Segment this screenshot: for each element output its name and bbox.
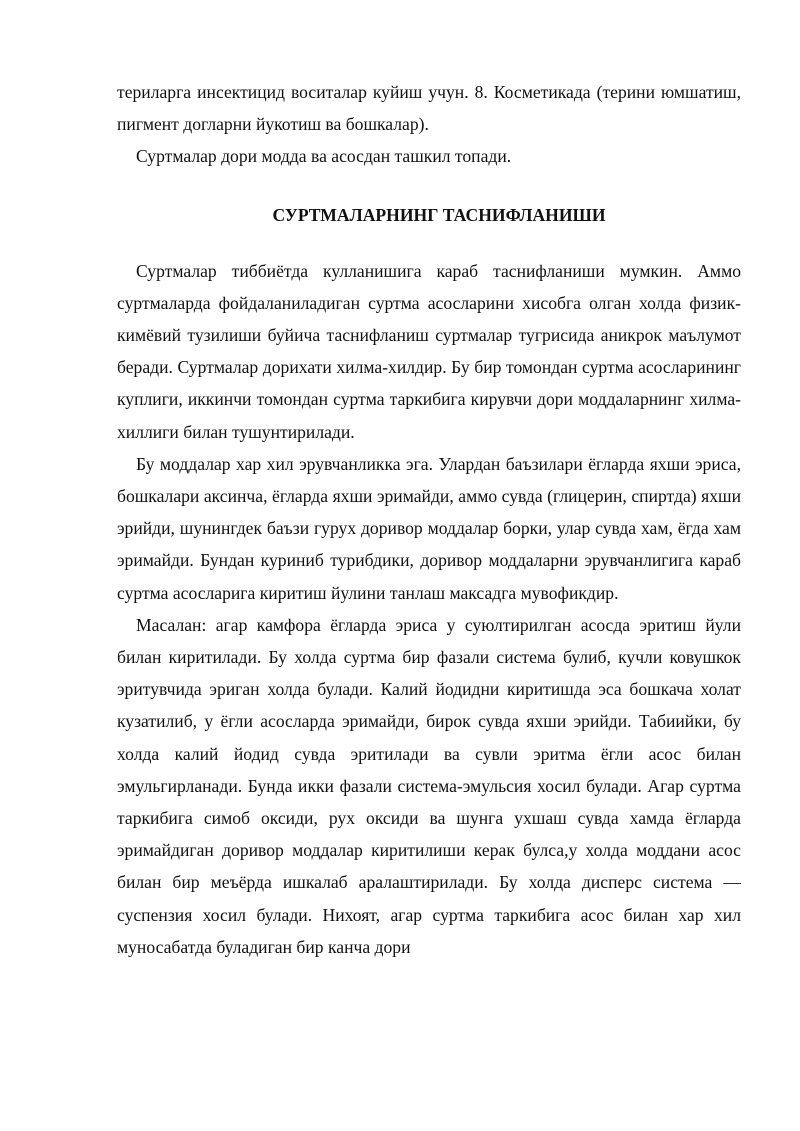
paragraph-intro-continuation: териларга инсектицид воситалар куйиш учун. 8. Косметикада (терини юмшатиш, пигмент догларни йукотиш ва бошкалар). [117,82,741,135]
section-heading: СУРТМАЛАРНИНГ ТАСНИФЛАНИШИ [272,204,606,225]
paragraph-solubility: Бу моддалар хар хил эрувчанликка эга. Улардан баъзилари ёгларда яхши эриса, бошкалари аксинча, ёгларда яхши эримайди, аммо сувда (глицерин, спиртда) яхши эрийди, шунингдек баъзи гурух доривор моддалар борки, улар сувда хам, ёгда хам эримайди. Бундан куриниб турибдики, доривор моддаларни эрувчанлигига караб суртма асосларига киритиш йулини танлаш максадга мувофикдир. [117,453,741,603]
paragraph-examples: Масалан: агар камфора ёгларда эриса у суюлтирилган асосда эритиш йули билан киритилади. Бу холда суртма бир фазали система булиб, кучли ковушкок эритувчида эриган холда булади. Калий йодидни киритишда эса бошкача холат кузатилиб, у ёгли асосларда эримайди, бирок сувда яхши эрийди. Табиийки, бу холда калий йодид сувда эритилади ва сувли эритма ёгли асос билан эмульгирланади. Бунда икки фазали система-эмульсия хосил булади. Агар суртма таркибига симоб оксиди, рух оксиди ва шунга ухшаш сувда хамда ёгларда эримайдиган доривор моддалар киритилиши керак булса,у холда моддани асос билан бир меъёрда ишкалаб аралаштирилади. Бу холда дисперс система — суспензия хосил булади. Нихоят, агар суртма таркибига асос билан хар хил муносабатда буладиган бир канча дори [117,614,741,957]
paragraph-classification: Суртмалар тиббиётда кулланишига караб таснифланиши мумкин. Аммо суртмаларда фойдаланиладиган суртма асосларини хисобга олган холда физик-кимёвий тузилиши буйича таснифланиш суртмалар тугрисида аникрок маълумот беради. Суртмалар дорихати хилма-хилдир. Бу бир томондан суртма асосларининг куплиги, иккинчи томондан суртма таркибига кирувчи дори моддаларнинг хилма-хиллиги билан тушунтирилади. [117,260,741,442]
paragraph-intro-composition: Суртмалар дори модда ва асосдан ташкил топади. [136,146,512,167]
document-page [117,76,741,963]
